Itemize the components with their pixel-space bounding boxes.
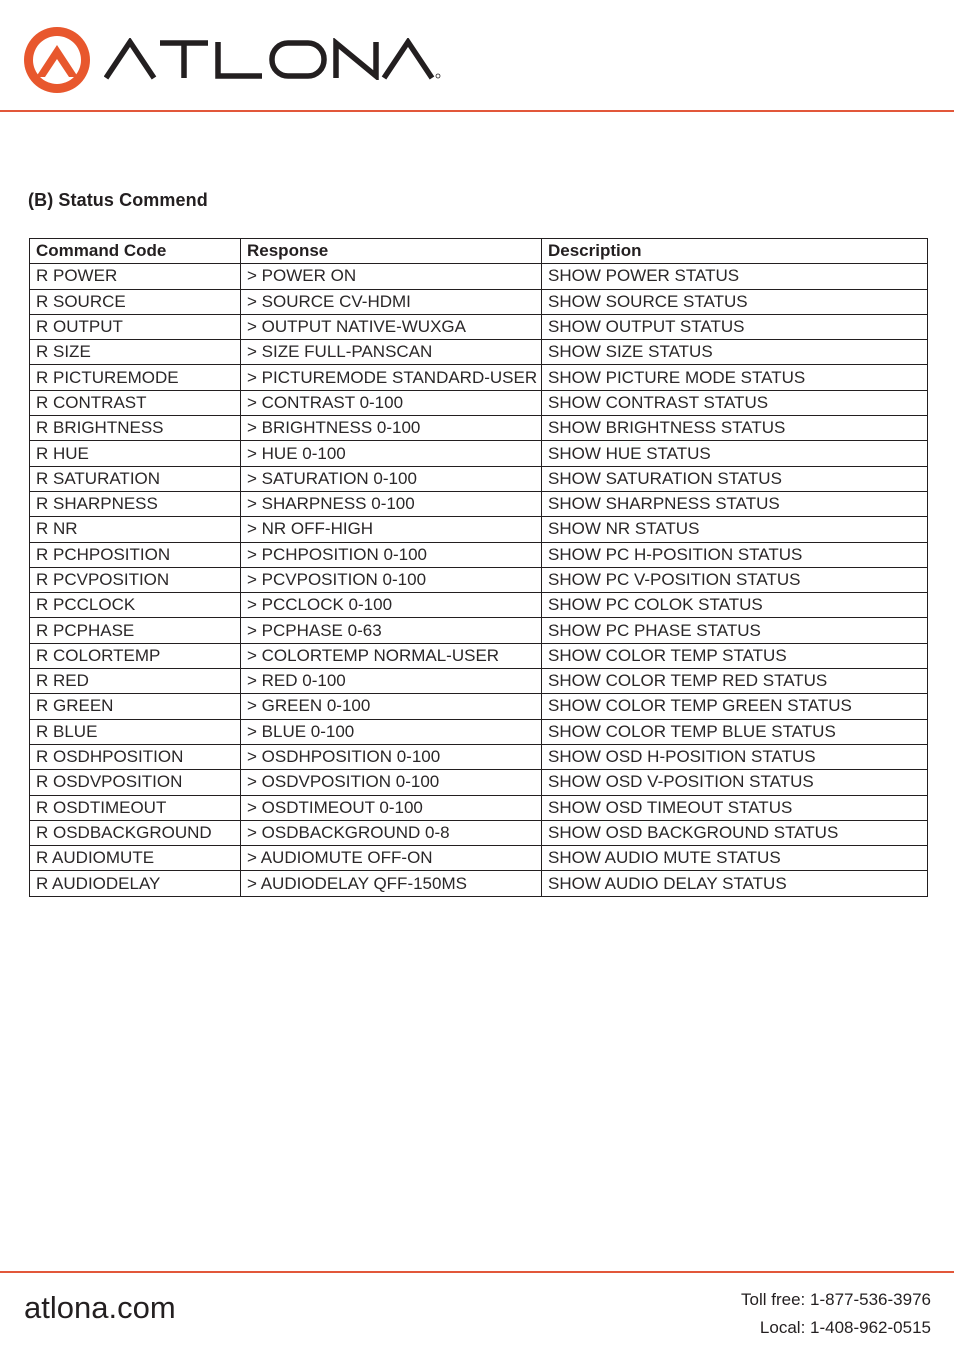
atlona-logo-icon [22, 25, 92, 95]
response-cell: > PCVPOSITION 0-100 [241, 567, 542, 592]
description-cell: SHOW POWER STATUS [542, 264, 928, 289]
description-cell: SHOW AUDIO MUTE STATUS [542, 846, 928, 871]
response-cell: > SATURATION 0-100 [241, 466, 542, 491]
description-cell: SHOW OSD BACKGROUND STATUS [542, 820, 928, 845]
response-cell: > AUDIODELAY QFF-150MS [241, 871, 542, 896]
response-cell: > HUE 0-100 [241, 441, 542, 466]
description-cell: SHOW SHARPNESS STATUS [542, 491, 928, 516]
table-row [30, 871, 928, 896]
description-cell: SHOW PC COLOK STATUS [542, 593, 928, 618]
response-cell: > CONTRAST 0-100 [241, 390, 542, 415]
response-cell: > PCPHASE 0-63 [241, 618, 542, 643]
table-row [30, 770, 928, 795]
response-cell: > PICTUREMODE STANDARD-USER [241, 365, 542, 390]
description-cell: SHOW PC PHASE STATUS [542, 618, 928, 643]
table-row [30, 365, 928, 390]
description-cell: SHOW AUDIO DELAY STATUS [542, 871, 928, 896]
command-code-cell: R HUE [30, 441, 241, 466]
table-row [30, 618, 928, 643]
response-cell: > COLORTEMP NORMAL-USER [241, 643, 542, 668]
description-cell: SHOW SIZE STATUS [542, 340, 928, 365]
response-cell: > SHARPNESS 0-100 [241, 491, 542, 516]
table-row [30, 289, 928, 314]
toll-free-number: Toll free: 1-877-536-3976 [741, 1290, 931, 1309]
table-row [30, 744, 928, 769]
command-code-cell: R SHARPNESS [30, 491, 241, 516]
contact-info [741, 1286, 931, 1342]
table-row [30, 820, 928, 845]
column-header-command-code: Command Code [30, 239, 241, 264]
atlona-wordmark [104, 38, 444, 80]
description-cell: SHOW SATURATION STATUS [542, 466, 928, 491]
response-cell: > GREEN 0-100 [241, 694, 542, 719]
response-cell: > NR OFF-HIGH [241, 517, 542, 542]
response-cell: > PCHPOSITION 0-100 [241, 542, 542, 567]
table-row [30, 846, 928, 871]
response-cell: > OUTPUT NATIVE-WUXGA [241, 314, 542, 339]
command-code-cell: R PCHPOSITION [30, 542, 241, 567]
description-cell: SHOW OSD H-POSITION STATUS [542, 744, 928, 769]
table-body [30, 264, 928, 896]
command-code-cell: R RED [30, 669, 241, 694]
response-cell: > SIZE FULL-PANSCAN [241, 340, 542, 365]
table-row [30, 416, 928, 441]
command-code-cell: R OSDVPOSITION [30, 770, 241, 795]
table-row [30, 517, 928, 542]
description-cell: SHOW OSD V-POSITION STATUS [542, 770, 928, 795]
table-row [30, 567, 928, 592]
command-code-cell: R PICTUREMODE [30, 365, 241, 390]
description-cell: SHOW SOURCE STATUS [542, 289, 928, 314]
response-cell: > SOURCE CV-HDMI [241, 289, 542, 314]
response-cell: > OSDTIMEOUT 0-100 [241, 795, 542, 820]
command-code-cell: R OSDHPOSITION [30, 744, 241, 769]
description-cell: SHOW PC V-POSITION STATUS [542, 567, 928, 592]
description-cell: SHOW PICTURE MODE STATUS [542, 365, 928, 390]
column-header-description: Description [542, 239, 928, 264]
response-cell: > OSDVPOSITION 0-100 [241, 770, 542, 795]
command-code-cell: R POWER [30, 264, 241, 289]
description-cell: SHOW BRIGHTNESS STATUS [542, 416, 928, 441]
command-code-cell: R NR [30, 517, 241, 542]
command-code-cell: R OSDTIMEOUT [30, 795, 241, 820]
footer-divider [0, 1271, 954, 1273]
status-command-table [29, 238, 928, 897]
response-cell: > OSDBACKGROUND 0-8 [241, 820, 542, 845]
description-cell: SHOW HUE STATUS [542, 441, 928, 466]
command-code-cell: R OSDBACKGROUND [30, 820, 241, 845]
description-cell: SHOW COLOR TEMP STATUS [542, 643, 928, 668]
table-row [30, 340, 928, 365]
description-cell: SHOW COLOR TEMP RED STATUS [542, 669, 928, 694]
description-cell: SHOW OSD TIMEOUT STATUS [542, 795, 928, 820]
table-row [30, 314, 928, 339]
response-cell: > BLUE 0-100 [241, 719, 542, 744]
command-code-cell: R COLORTEMP [30, 643, 241, 668]
command-code-cell: R SIZE [30, 340, 241, 365]
table-row [30, 466, 928, 491]
response-cell: > AUDIOMUTE OFF-ON [241, 846, 542, 871]
table-row [30, 719, 928, 744]
table-row [30, 542, 928, 567]
header-divider [0, 110, 954, 112]
response-cell: > OSDHPOSITION 0-100 [241, 744, 542, 769]
description-cell: SHOW NR STATUS [542, 517, 928, 542]
table-row [30, 593, 928, 618]
command-code-cell: R BLUE [30, 719, 241, 744]
description-cell: SHOW PC H-POSITION STATUS [542, 542, 928, 567]
table-row [30, 441, 928, 466]
command-code-cell: R GREEN [30, 694, 241, 719]
response-cell: > RED 0-100 [241, 669, 542, 694]
description-cell: SHOW COLOR TEMP BLUE STATUS [542, 719, 928, 744]
table-row [30, 795, 928, 820]
command-code-cell: R BRIGHTNESS [30, 416, 241, 441]
command-code-cell: R SATURATION [30, 466, 241, 491]
description-cell: SHOW OUTPUT STATUS [542, 314, 928, 339]
response-cell: > PCCLOCK 0-100 [241, 593, 542, 618]
table-row [30, 491, 928, 516]
column-header-response: Response [241, 239, 542, 264]
table-header-row [30, 239, 928, 264]
command-code-cell: R PCPHASE [30, 618, 241, 643]
table-row [30, 669, 928, 694]
command-code-cell: R OUTPUT [30, 314, 241, 339]
response-cell: > POWER ON [241, 264, 542, 289]
section-title: (B) Status Commend [28, 190, 208, 210]
command-code-cell: R PCVPOSITION [30, 567, 241, 592]
command-code-cell: R SOURCE [30, 289, 241, 314]
table-row [30, 643, 928, 668]
description-cell: SHOW CONTRAST STATUS [542, 390, 928, 415]
website-link[interactable]: atlona.com [24, 1290, 176, 1325]
table-row [30, 264, 928, 289]
command-code-cell: R CONTRAST [30, 390, 241, 415]
description-cell: SHOW COLOR TEMP GREEN STATUS [542, 694, 928, 719]
page-header [0, 0, 954, 112]
command-code-cell: R AUDIODELAY [30, 871, 241, 896]
response-cell: > BRIGHTNESS 0-100 [241, 416, 542, 441]
table-row [30, 390, 928, 415]
table-row [30, 694, 928, 719]
local-number: Local: 1-408-962-0515 [759, 1318, 931, 1337]
command-code-cell: R AUDIOMUTE [30, 846, 241, 871]
command-code-cell: R PCCLOCK [30, 593, 241, 618]
